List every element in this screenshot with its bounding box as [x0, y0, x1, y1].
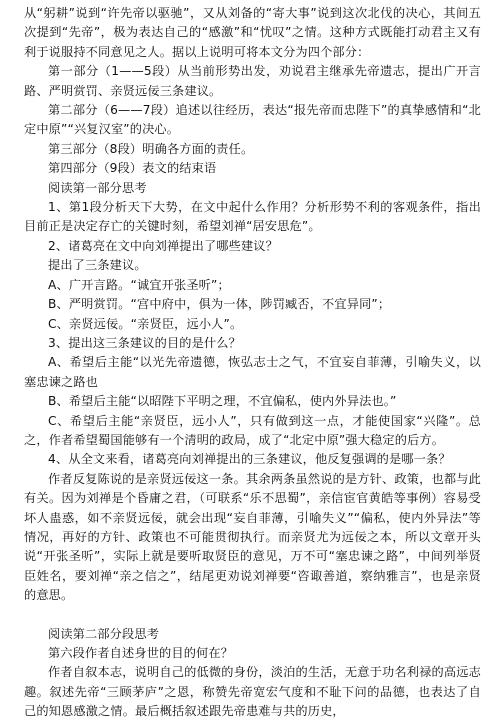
question-four: 4、从全文来看，诸葛亮向刘禅提出的三条建议，他反复强调的是哪一条？: [48, 452, 451, 467]
question-three: 3、提出这三条建议的目的是什么？: [48, 335, 241, 350]
answer-three-c: C、希望后主能“亲贤臣，远小人”，只有做到这一点，才能使国家“兴隆”。总之，作者希望蜀国能够有一个清明的政局，成了“北定中原”强大稳定的后方。: [24, 413, 481, 447]
answer-two-intro: 提出了三条建议。: [48, 258, 147, 273]
answer-six: 作者自叙本志，说明自己的低微的身份，淡泊的生活，无意于功名利禄的高远志趣。叙述先帝“三顾茅庐”之恩，称赞先帝宽宏气度和不耻下问的品德，也表达了自己的知恩感激之情。最后概括叙述跟先帝患难与共的历史，: [24, 665, 481, 719]
question-six: 第六段作者自述身世的目的何在？: [48, 646, 234, 660]
answer-three-a: A、希望后主能“以光先帝遗德，恢弘志士之气，不宜妄自菲薄，引喻失义，以塞忠谏之路也: [24, 355, 481, 389]
question-one: 1、第1段分析天下大势，在文中起什么作用？分析形势不利的客观条件，指出目前正是决定存亡的关键时刻，希望刘禅“居安思危”。: [24, 200, 481, 234]
paragraph-part-four: 第四部分（9段）表文的结束语: [48, 161, 217, 176]
paragraph-part-one: 第一部分（1——5段）从当前形势出发，劝说君主继承先帝遗志，提出广开言路、严明赏罚、亲贤远佞三条建议。: [24, 64, 481, 98]
section-heading-part-one: 阅读第一部分思考: [48, 180, 147, 195]
question-two: 2、诸葛亮在文中向刘禅提出了哪些建议？: [48, 238, 278, 253]
answer-three-b: B、希望后主能“以昭陛下平明之理，不宜偏私，使内外异法也。”: [48, 394, 397, 409]
paragraph-part-three: 第三部分（8段）明确各方面的责任。: [48, 141, 254, 156]
answer-four: 作者反复陈说的是亲贤远佞这一条。其余两条虽然说的是方针、政策，也都与此有关。因为刘禅是个昏庸之君，（可联系“乐不思蜀”，亲信宦官黄皓等事例）容易受坏人蛊惑，如不亲贤远佞，就会出现“妄自菲薄，引喻失义”“偏私，使内外异法”等情况，再好的方针、政策也不可能贯彻执行。而亲贤尤为远佞之本，所以文章开头说“开张圣听”，实际上就是要听取贤臣的意见，万不可“塞忠谏之路”，中间列举贤臣姓名，要刘禅“亲之信之”，结尾更劝说刘禅要“咨诹善道，察纳雅言”，也是亲贤的意思。: [24, 471, 481, 603]
paragraph-part-two: 第二部分（6——7段）追述以往经历，表达“报先帝而忠陛下”的真挚感情和“北定中原”“兴复汉室”的决心。: [24, 103, 481, 137]
answer-two-a: A、广开言路。“诚宜开张圣听”；: [48, 277, 230, 292]
answer-two-c: C、亲贤远佞。“亲贤臣，远小人”。: [48, 316, 243, 331]
answer-two-b: B、严明赏罚。“宫中府中，俱为一体，陟罚臧否，不宜异同”；: [48, 297, 391, 312]
section-heading-part-two: 阅读第二部分段思考: [48, 626, 160, 641]
paragraph-intro: 从“躬耕”说到“许先帝以驱驰”，又从刘备的“寄大事”说到这次北伐的决心，其间五次提到“先帝”，极为表达自己的“感激”和“忧叹”之情。这种方式既能打动君主又有利于说服持不同意见之人。据以上说明可将本文分为四个部分：: [24, 6, 481, 59]
blank-line: [24, 606, 481, 625]
